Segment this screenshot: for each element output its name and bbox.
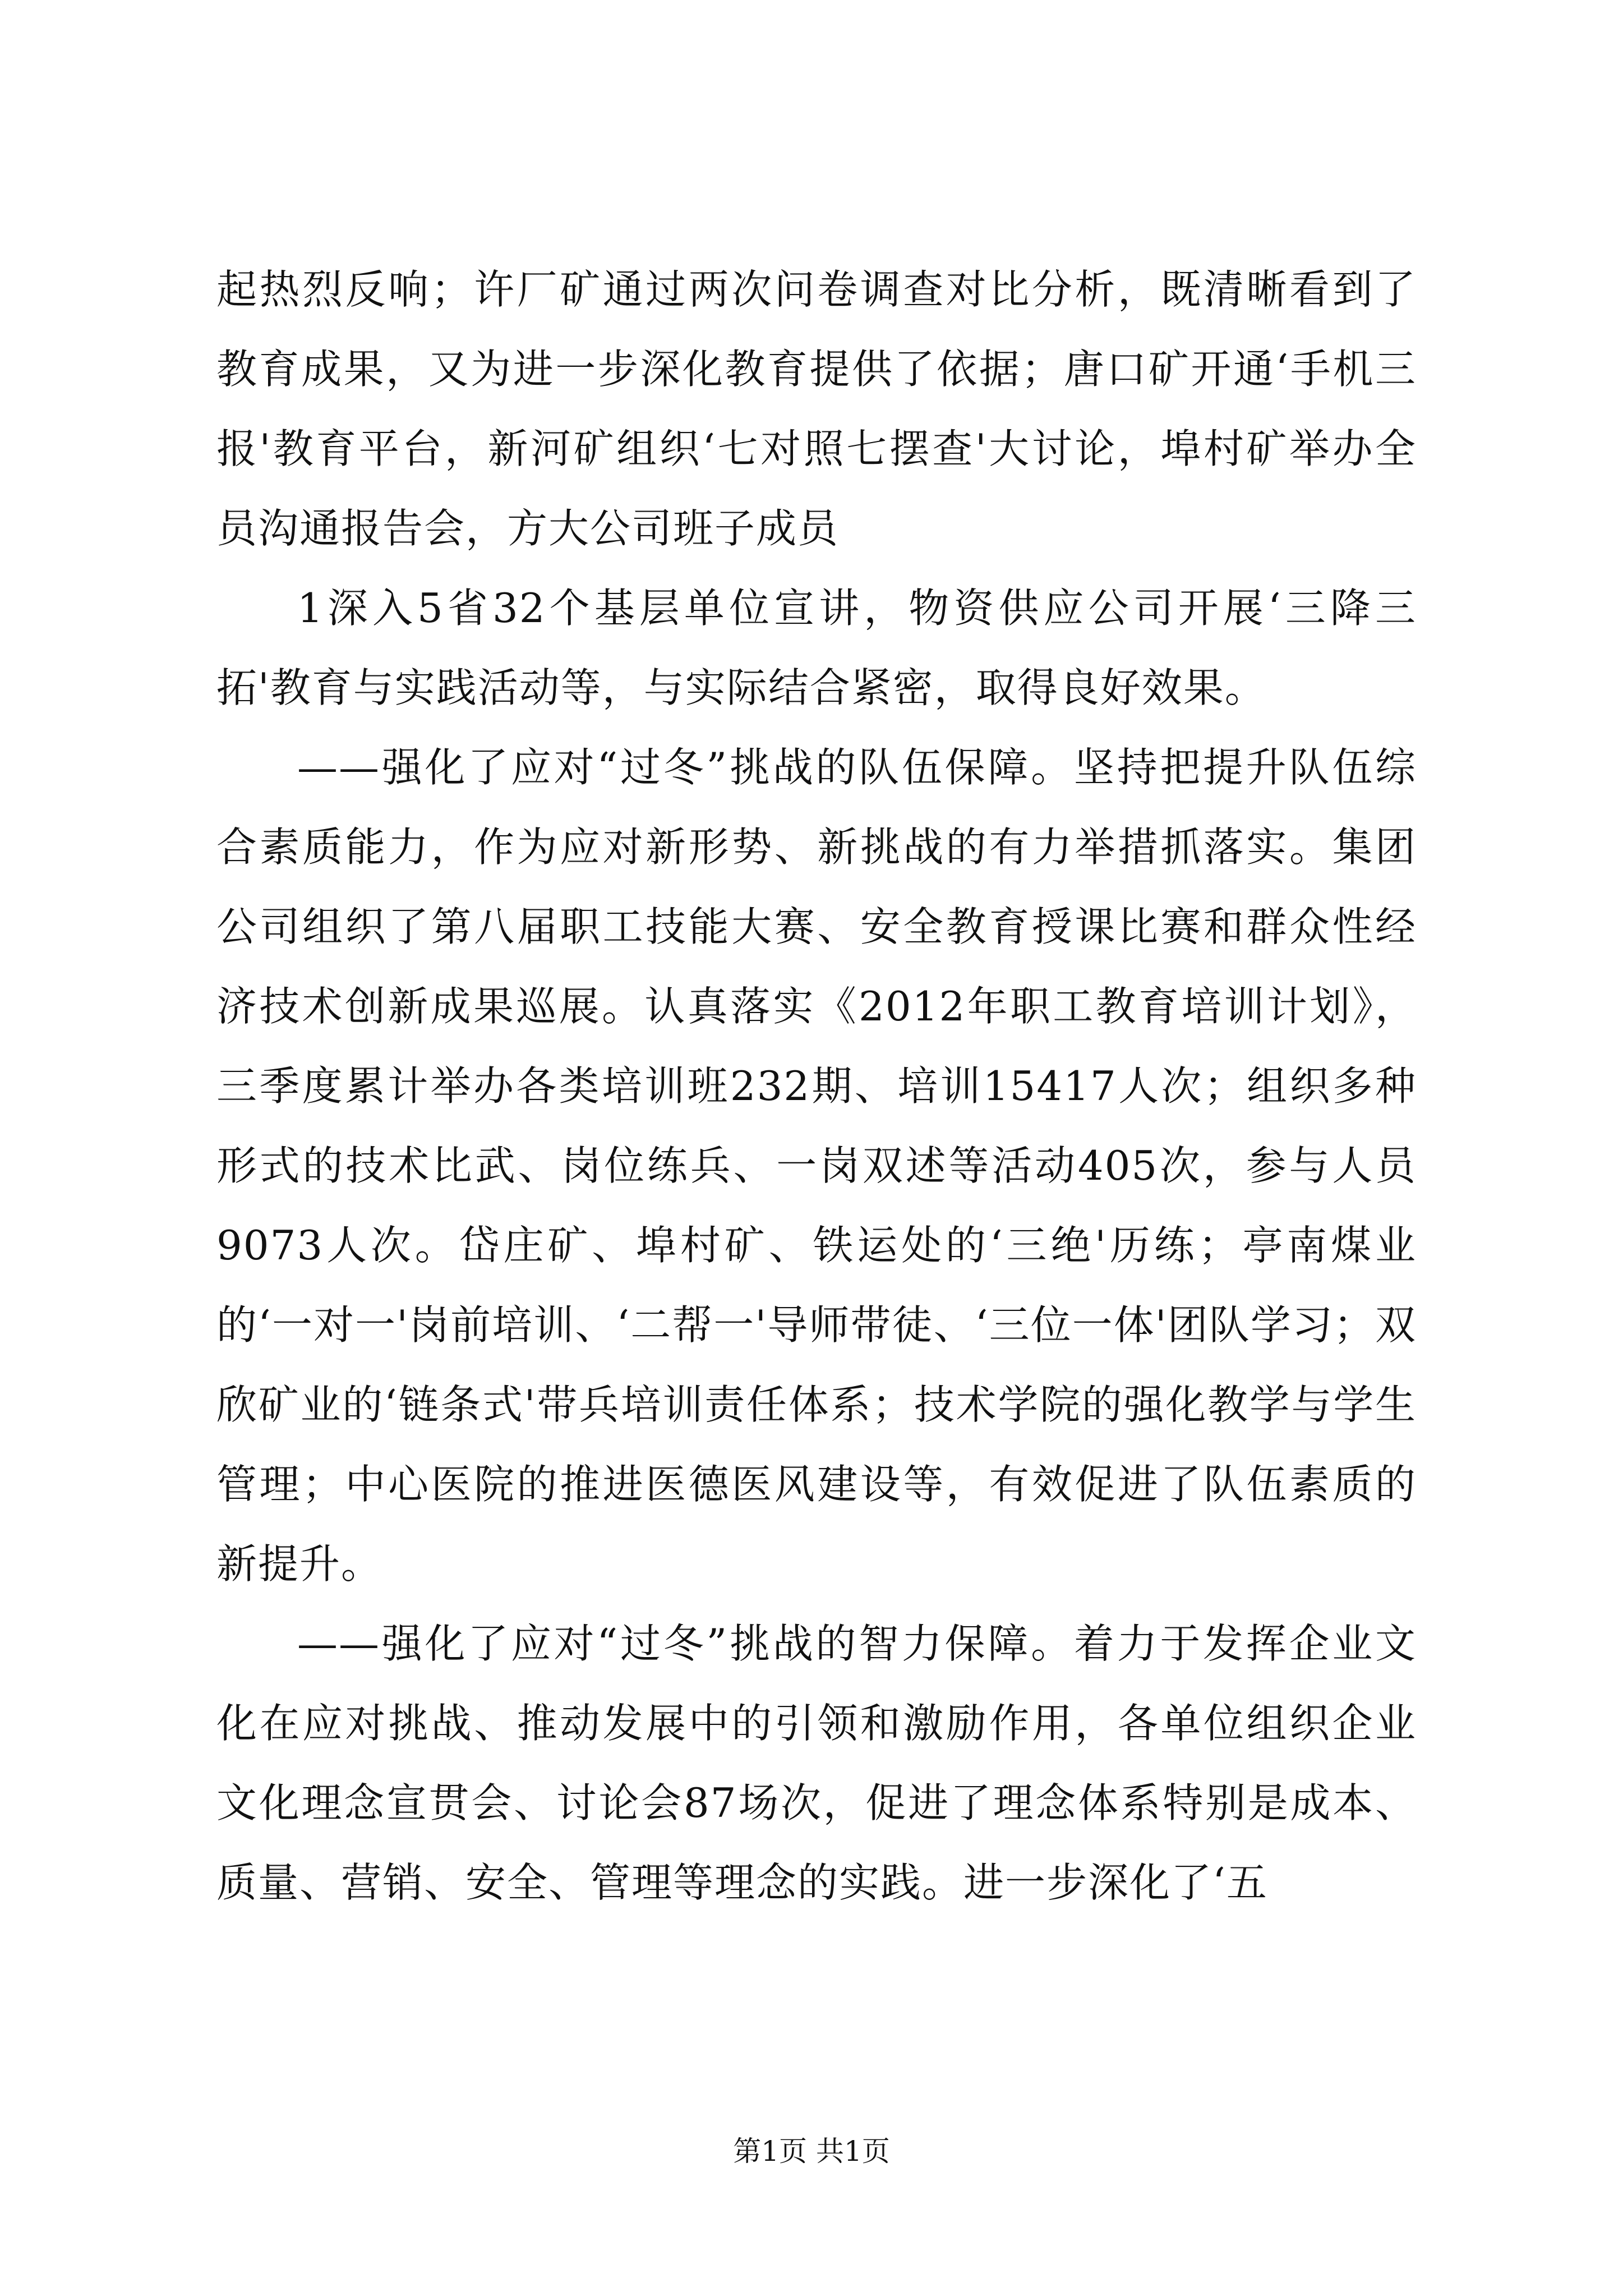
page-footer [0,2132,1623,2171]
page-number-label: 第1页 共1页 [733,2135,890,2168]
paragraph-3: ——强化了应对“过冬”挑战的队伍保障。坚持把提升队伍综合素质能力，作为应对新形势、新挑战的有力举措抓落实。集团公司组织了第八届职工技能大赛、安全教育授课比赛和群众性经济技术创新成果巡展。认真落实《2012年职工教育培训计划》，三季度累计举办各类培训班232期、培训15417人次；组织多种形式的技术比武、岗位练兵、一岗双述等活动405次，参与人员9073人次。岱庄矿、埠村矿、铁运处的‘三绝'历练；亭南煤业的‘一对一'岗前培训、‘二帮一'导师带徒、‘三位一体'团队学习；双欣矿业的‘链条式'带兵培训责任体系；技术学院的强化教学与学生管理；中心医院的推进医德医风建设等，有效促进了队伍素质的新提升。 [216,744,1417,1588]
document-body [216,250,1417,1922]
paragraph-2: 1深入5省32个基层单位宣讲，物资供应公司开展‘三降三拓'教育与实践活动等，与实际结合紧密，取得良好效果。 [216,585,1417,711]
paragraph-4: ——强化了应对“过冬”挑战的智力保障。着力于发挥企业文化在应对挑战、推动发展中的引领和激励作用，各单位组织企业文化理念宣贯会、讨论会87场次，促进了理念体系特别是成本、质量、营销、安全、管理等理念的实践。进一步深化了‘五 [216,1620,1417,1906]
paragraph-1: 起热烈反响；许厂矿通过两次问卷调查对比分析，既清晰看到了教育成果，又为进一步深化教育提供了依据；唐口矿开通‘手机三报'教育平台，新河矿组织‘七对照七摆查'大讨论，埠村矿举办全员沟通报告会，方大公司班子成员 [216,266,1417,552]
